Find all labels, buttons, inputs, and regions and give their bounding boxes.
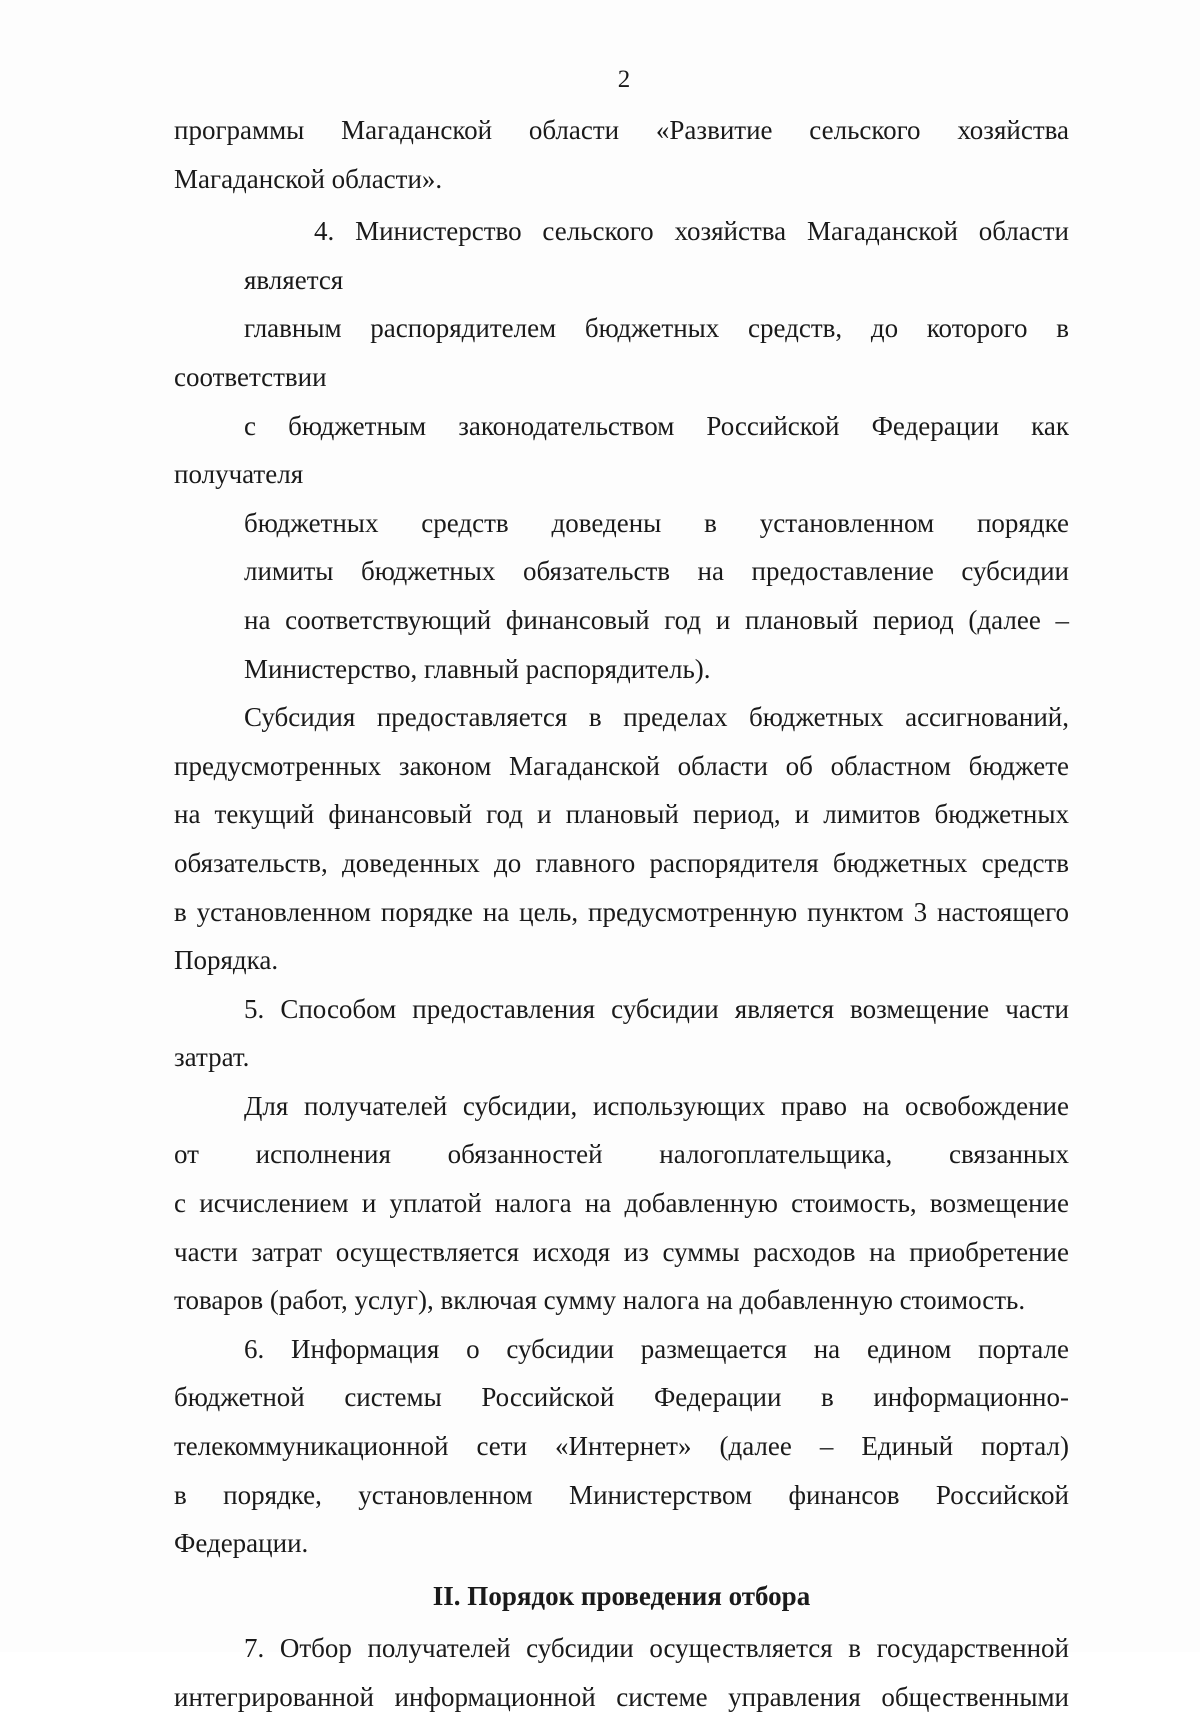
text-line: в установленном порядке на цель, предусмотренную пунктом 3 настоящего bbox=[174, 896, 1069, 927]
paragraph-item-5 bbox=[174, 985, 1069, 1082]
paragraph-item-6 bbox=[174, 1325, 1069, 1568]
text-line: бюджетных средств доведены в установленном порядке bbox=[244, 507, 1069, 538]
text-line: бюджетной системы Российской Федерации в информационно- bbox=[174, 1382, 1069, 1413]
text-line: на текущий финансовый год и плановый период, и лимитов бюджетных bbox=[174, 799, 1069, 830]
paragraph-subsidy-limits bbox=[174, 693, 1069, 985]
text-line: телекоммуникационной сети «Интернет» (далее – Единый портал) bbox=[174, 1431, 1069, 1462]
text-line: в порядке, установленном Министерством финансов Российской bbox=[174, 1479, 1069, 1510]
text-line: Министерство, главный распорядитель). bbox=[244, 653, 711, 684]
text-line: обязательств, доведенных до главного распорядителя бюджетных средств bbox=[174, 847, 1069, 878]
text-line: интегрированной информационной системе управления общественными bbox=[174, 1682, 1069, 1712]
text-line: главным распорядителем бюджетных средств, до которого в соответствии bbox=[174, 313, 1069, 392]
text-line: части затрат осуществляется исходя из суммы расходов на приобретение bbox=[174, 1236, 1069, 1267]
text-line: лимиты бюджетных обязательств на предоставление субсидии bbox=[244, 556, 1069, 587]
paragraph-continuation bbox=[174, 106, 1069, 203]
paragraph-item-7 bbox=[174, 1624, 1069, 1721]
text-line: предусмотренных законом Магаданской области об областном бюджете bbox=[174, 750, 1069, 781]
text-line: с исчислением и уплатой налога на добавленную стоимость, возмещение bbox=[174, 1188, 1069, 1219]
text-line: 7. Отбор получателей субсидии осуществляется в государственной bbox=[244, 1633, 1069, 1664]
text-line: Субсидия предоставляется в пределах бюджетных ассигнований, bbox=[244, 702, 1069, 733]
text-line: на соответствующий финансовый год и плановый период (далее – bbox=[244, 604, 1069, 635]
section-heading: II. Порядок проведения отбора bbox=[432, 1580, 811, 1611]
document-body bbox=[174, 106, 1069, 1722]
text-line: программы Магаданской области «Развитие сельского хозяйства bbox=[174, 115, 1069, 145]
text-line: затрат. bbox=[174, 1042, 250, 1073]
text-line: 6. Информация о субсидии размещается на едином портале bbox=[244, 1333, 1069, 1364]
paragraph-item-4 bbox=[174, 207, 1069, 693]
text-line: товаров (работ, услуг), включая сумму налога на добавленную стоимость. bbox=[174, 1285, 1026, 1316]
text-line: от исполнения обязанностей налогоплательщика, связанных bbox=[174, 1139, 1069, 1170]
text-line: Магаданской области». bbox=[174, 163, 443, 194]
page-number: 2 bbox=[617, 66, 631, 93]
text-line: с бюджетным законодательством Российской Федерации как получателя bbox=[174, 410, 1069, 490]
text-line: Порядка. bbox=[174, 945, 279, 976]
text-line: 4. Министерство сельского хозяйства Магаданской области является bbox=[244, 216, 1069, 295]
paragraph-vat-exemption bbox=[174, 1082, 1069, 1325]
text-line: Федерации. bbox=[174, 1528, 309, 1559]
text-line: 5. Способом предоставления субсидии является возмещение части bbox=[244, 993, 1069, 1024]
text-line: Для получателей субсидии, использующих право на освобождение bbox=[244, 1090, 1069, 1121]
